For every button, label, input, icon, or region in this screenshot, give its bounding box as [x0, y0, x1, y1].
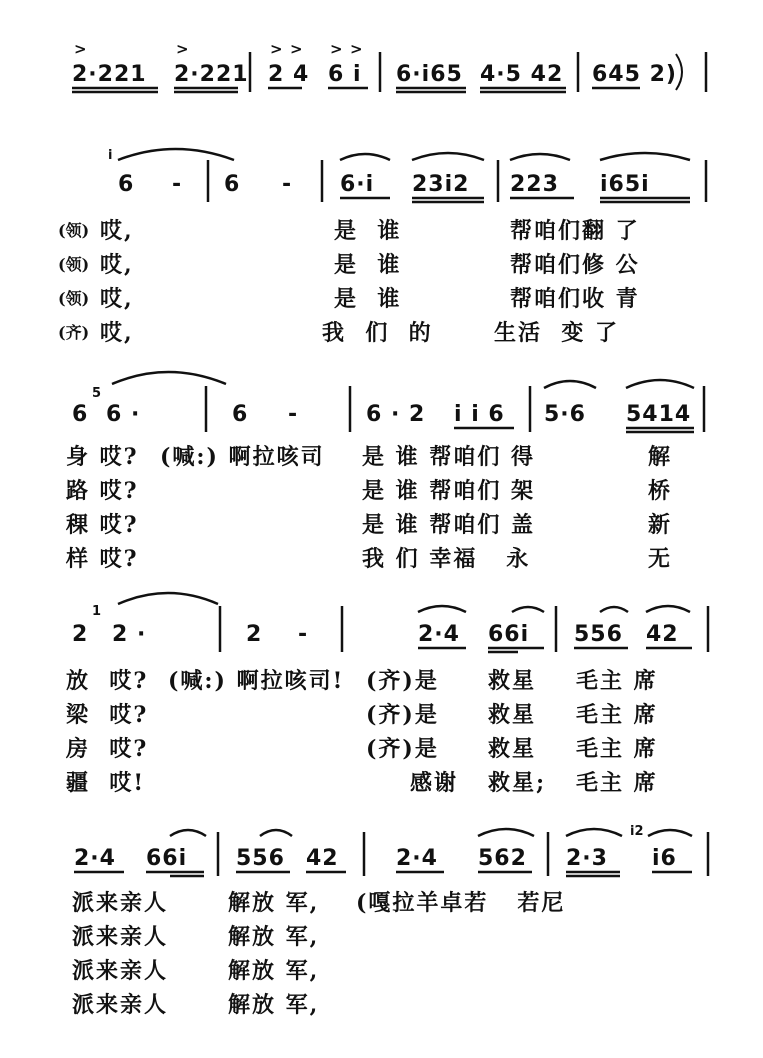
note-group: -: [298, 622, 309, 647]
lyric-text: 派来亲人: [72, 890, 169, 916]
lyric-text: 哎,: [100, 320, 134, 346]
lyric-text: (齐)是: [366, 668, 439, 694]
lyric-prefix: (领): [58, 221, 90, 240]
lyric-text: 哎,: [100, 252, 134, 278]
lyric-text: 毛主 席: [576, 736, 658, 762]
note-group: -: [288, 402, 299, 427]
lyric-text: 哎,: [100, 218, 134, 244]
lyric-prefix: (领): [58, 289, 90, 308]
lyric-text: 是 谁: [334, 252, 402, 278]
lyric-text: 解: [648, 444, 673, 470]
lyric-text: 解放 军,: [228, 992, 320, 1018]
note-group: 6: [224, 172, 241, 197]
note-group: i i 6: [454, 402, 505, 427]
lyric-text: 毛主 席: [576, 770, 658, 796]
lyric-text: (齐)是: [366, 702, 439, 728]
lyric-text: 派来亲人: [72, 924, 169, 950]
note-group: 645 2): [592, 62, 677, 87]
note-group: 2·3: [566, 846, 608, 871]
lyric-text: 派来亲人: [72, 958, 169, 984]
note-group: -: [282, 172, 293, 197]
grace-note: i: [108, 148, 113, 163]
note-group: 223: [510, 172, 559, 197]
lyric-text: 是 谁 帮咱们 盖: [362, 512, 535, 538]
note-group: 2: [72, 622, 89, 647]
lyric-text: (嘎拉羊卓若 若尼: [356, 890, 566, 916]
lyric-text: 帮咱们翻 了: [510, 218, 640, 244]
lyric-prefix: (齐): [58, 323, 90, 342]
lyric-text: 解放 军,: [228, 890, 320, 916]
lyric-text: 我 们 幸福 永: [362, 546, 531, 572]
lyric-text: 桥: [648, 478, 673, 504]
lyric-text: (喊:) 啊拉咳司: [160, 444, 325, 470]
lyric-text: 派来亲人: [72, 992, 169, 1018]
note-group: 2·4: [396, 846, 438, 871]
note-group: 23i2: [412, 172, 470, 197]
note-group: 42: [306, 846, 339, 871]
lyric-text: 新: [648, 512, 673, 538]
lyric-text: 救星: [488, 702, 537, 728]
accent-mark: >: [270, 40, 283, 58]
lyric-text: (喊:) 啊拉咳司!: [168, 668, 345, 694]
note-group: 6·i65: [396, 62, 463, 87]
lyric-text: 毛主 席: [576, 668, 658, 694]
lyric-text: 帮咱们收 青: [510, 286, 640, 312]
lyric-text: 样 哎?: [66, 546, 139, 572]
accent-mark: >: [330, 40, 343, 58]
lyric-text: 解放 军,: [228, 958, 320, 984]
grace-note: 5: [92, 386, 102, 401]
lyric-text: 是 谁: [334, 286, 402, 312]
note-group: 6·i: [340, 172, 375, 197]
lyric-text: 毛主 席: [576, 702, 658, 728]
note-group: 556: [236, 846, 285, 871]
note-group: 6 ·: [106, 402, 141, 427]
lyric-text: 稞 哎?: [66, 512, 139, 538]
lyric-text: 救星;: [488, 770, 547, 796]
lyric-text: 感谢: [410, 770, 459, 796]
lyric-text: 帮咱们修 公: [510, 252, 640, 278]
lyric-text: 哎,: [100, 286, 134, 312]
accent-mark: >: [176, 40, 189, 58]
accent-mark: >: [350, 40, 363, 58]
note-group: 42: [646, 622, 679, 647]
lyric-text: 放 哎?: [66, 668, 149, 694]
lyric-text: 路 哎?: [66, 478, 139, 504]
note-group: 66i: [146, 846, 188, 871]
lyric-text: 救星: [488, 668, 537, 694]
note-group: 6: [118, 172, 135, 197]
note-group: 6 · 2: [366, 402, 426, 427]
note-group: 2·221: [72, 62, 147, 87]
note-group: 2 4: [268, 62, 310, 87]
note-group: 2·221: [174, 62, 249, 87]
lyric-text: 生活 变 了: [494, 320, 619, 346]
lyric-text: 解放 军,: [228, 924, 320, 950]
lyric-text: 疆 哎!: [66, 770, 145, 796]
lyric-text: 我 们 的: [322, 320, 433, 346]
note-group: 5414: [626, 402, 692, 427]
note-group: -: [172, 172, 183, 197]
note-group: 6: [232, 402, 249, 427]
accent-mark: >: [290, 40, 303, 58]
note-group: i65i: [600, 172, 650, 197]
grace-note: i2: [630, 824, 644, 839]
lyric-text: 是 谁 帮咱们 得: [362, 444, 535, 470]
lyric-text: 房 哎?: [66, 736, 149, 762]
note-group: 4·5 42: [480, 62, 564, 87]
note-group: i6: [652, 846, 677, 871]
note-group: 2·4: [418, 622, 460, 647]
note-group: 2: [246, 622, 263, 647]
lyric-text: 身 哎?: [66, 444, 139, 470]
lyric-text: 是 谁 帮咱们 架: [362, 478, 535, 504]
lyric-text: 无: [648, 546, 673, 572]
note-group: 2·4: [74, 846, 116, 871]
grace-note: 1: [92, 604, 102, 619]
lyric-prefix: (领): [58, 255, 90, 274]
note-group: 6: [72, 402, 89, 427]
accent-mark: >: [74, 40, 87, 58]
note-group: 6 i: [328, 62, 362, 87]
lyric-text: 救星: [488, 736, 537, 762]
note-group: 562: [478, 846, 527, 871]
lyric-text: (齐)是: [366, 736, 439, 762]
note-group: 556: [574, 622, 623, 647]
note-group: 5·6: [544, 402, 586, 427]
note-group: 2 ·: [112, 622, 147, 647]
lyric-text: 是 谁: [334, 218, 402, 244]
lyric-text: 梁 哎?: [66, 702, 149, 728]
note-group: 66i: [488, 622, 530, 647]
